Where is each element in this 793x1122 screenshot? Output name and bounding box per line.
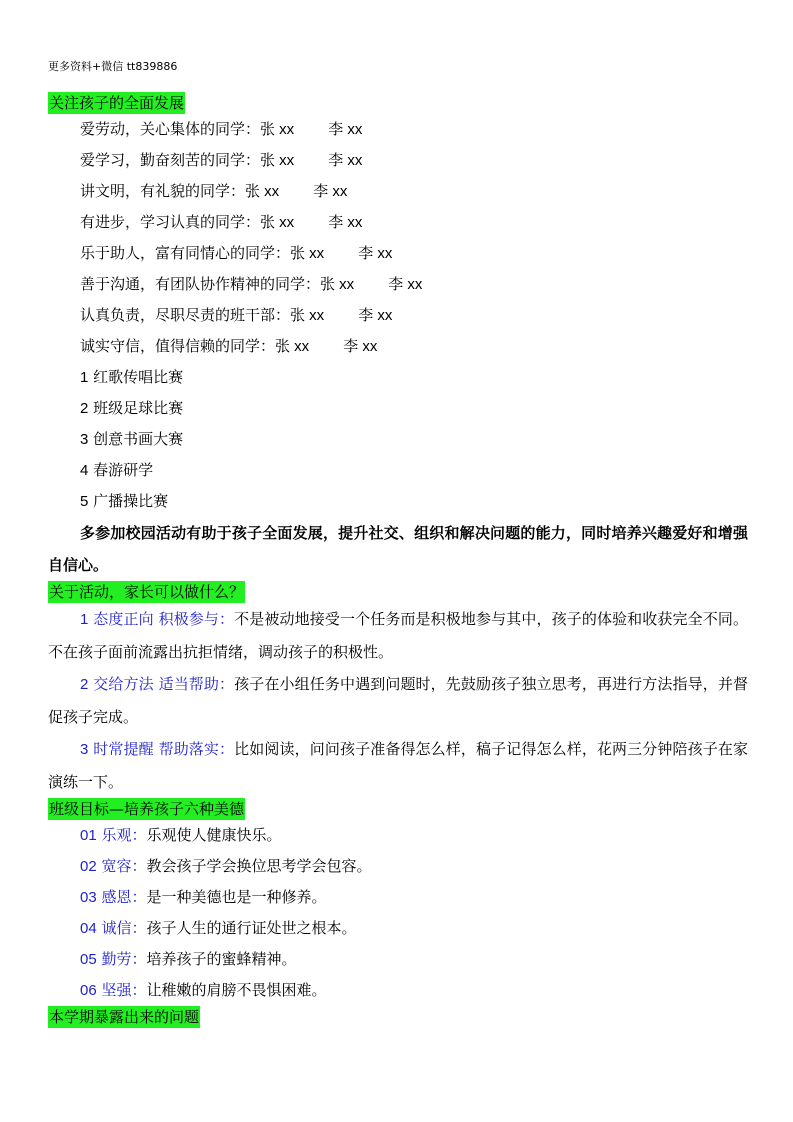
activity-item: 3 创意书画大赛 [80, 430, 184, 448]
award-name: 张 xx [290, 307, 325, 324]
award-name: 张 xx [260, 121, 295, 138]
activity-list [48, 362, 748, 517]
parent-tip: 3 时常提醒 帮助落实：比如阅读，问问孩子准备得怎么样，稿子记得怎么样，花两三分钟陪孩子在家演练一下。 [48, 740, 748, 791]
section-heading-virtues: 班级目标—培养孩子六种美德 [49, 800, 245, 818]
award-name: 李 xx [328, 121, 363, 138]
award-label: 爱劳动，关心集体的同学： [80, 120, 261, 138]
award-line [48, 238, 748, 269]
award-line [48, 207, 748, 238]
award-label: 乐于助人，富有同情心的同学： [80, 244, 291, 262]
virtue-item: 01 乐观：乐观使人健康快乐。 [80, 826, 282, 844]
activity-item: 2 班级足球比赛 [80, 399, 184, 417]
parent-tip: 2 交给方法 适当帮助：孩子在小组任务中遇到问题时，先鼓励孩子独立思考，再进行方法指导，并督促孩子完成。 [48, 675, 748, 726]
award-name: 张 xx [260, 152, 295, 169]
parent-tip: 1 态度正向 积极参与：不是被动地接受一个任务而是积极地参与其中，孩子的体验和收获完全不同。不在孩子面前流露出抗拒情绪，调动孩子的积极性。 [48, 610, 748, 661]
award-label: 爱学习，勤奋刻苦的同学： [80, 151, 261, 169]
award-name: 张 xx [290, 245, 325, 262]
virtue-item: 04 诚信：孩子人生的通行证处世之根本。 [80, 919, 357, 937]
virtue-item: 06 坚强：让稚嫩的肩膀不畏惧困难。 [80, 981, 327, 999]
award-line [48, 300, 748, 331]
award-name: 张 xx [320, 276, 355, 293]
summary-paragraph: 多参加校园活动有助于孩子全面发展，提升社交、组织和解决问题的能力，同时培养兴趣爱好和增强自信心。 [48, 524, 748, 574]
virtue-item: 03 感恩：是一种美德也是一种修养。 [80, 888, 327, 906]
activity-item: 5 广播操比赛 [80, 492, 169, 510]
award-name: 张 xx [275, 338, 310, 355]
award-label: 善于沟通，有团队协作精神的同学： [80, 275, 321, 293]
award-label: 讲文明，有礼貌的同学： [80, 182, 246, 200]
award-name: 李 xx [388, 276, 423, 293]
award-list [48, 114, 748, 362]
activity-item: 1 红歌传唱比赛 [80, 368, 184, 386]
section-heading-parents: 关于活动，家长可以做什么？ [49, 583, 245, 601]
award-name: 李 xx [328, 152, 363, 169]
section-heading-development: 关注孩子的全面发展 [49, 94, 185, 112]
document-content [48, 92, 748, 1028]
award-name: 李 xx [343, 338, 378, 355]
virtue-item: 05 勤劳：培养孩子的蜜蜂精神。 [80, 950, 297, 968]
award-label: 有进步，学习认真的同学： [80, 213, 261, 231]
award-name: 李 xx [328, 214, 363, 231]
award-line [48, 269, 748, 300]
award-label: 诚实守信，值得信赖的同学： [80, 337, 276, 355]
virtue-item: 02 宽容：教会孩子学会换位思考学会包容。 [80, 857, 372, 875]
award-name: 李 xx [358, 245, 393, 262]
award-line [48, 145, 748, 176]
award-line [48, 176, 748, 207]
header-note: 更多资料+微信 tt839886 [48, 60, 178, 73]
award-line [48, 331, 748, 362]
award-name: 张 xx [260, 214, 295, 231]
award-name: 李 xx [358, 307, 393, 324]
activity-item: 4 春游研学 [80, 461, 154, 479]
award-name: 张 xx [245, 183, 280, 200]
section-heading-problems: 本学期暴露出来的问题 [49, 1008, 200, 1026]
award-label: 认真负责，尽职尽责的班干部： [80, 306, 291, 324]
award-line [48, 114, 748, 145]
award-name: 李 xx [313, 183, 348, 200]
